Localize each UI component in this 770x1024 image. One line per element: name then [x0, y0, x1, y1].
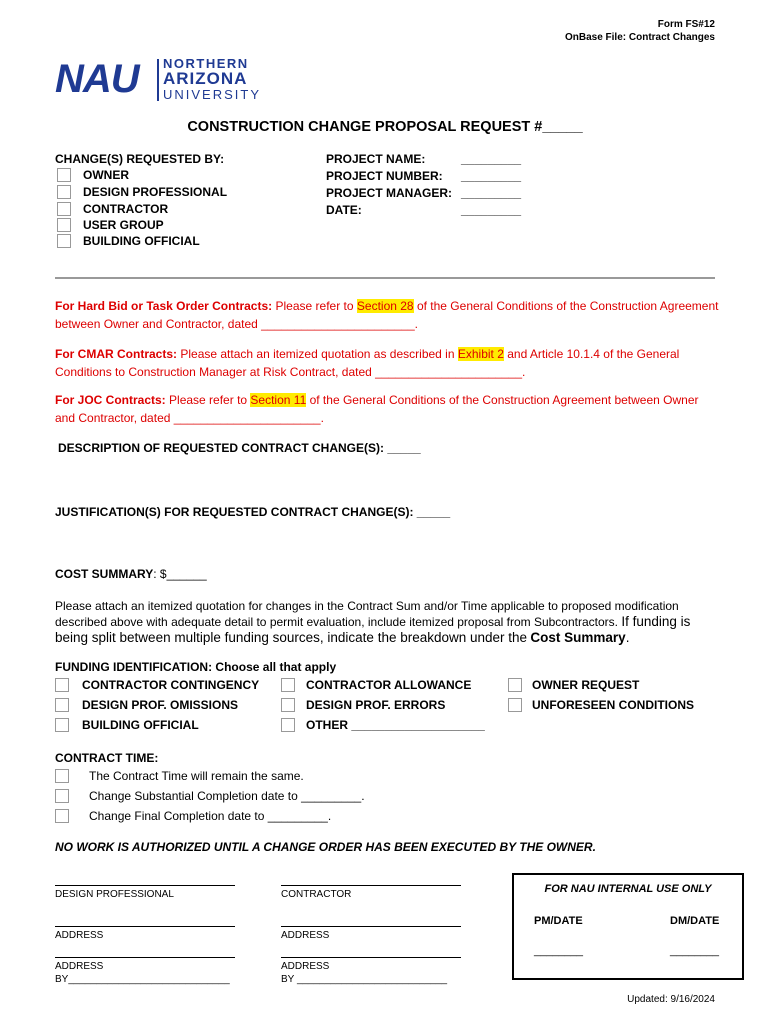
- checkbox-contractor-contingency[interactable]: [55, 678, 69, 692]
- project-manager-label: PROJECT MANAGER:: [326, 186, 453, 200]
- cost-summary-field[interactable]: : $______: [153, 567, 207, 581]
- justification-label: JUSTIFICATION(S) FOR REQUESTED CONTRACT CHANGE(S): _____: [55, 505, 451, 519]
- logo-university: UNIVERSITY: [163, 87, 262, 102]
- section-divider: [55, 277, 715, 279]
- option-building-official-funding: BUILDING OFFICIAL: [82, 718, 199, 732]
- instructions-part1: Please attach an itemized quotation for changes in the Contract Sum and/or Time applicable to proposed modification described above with adequate detail to permit evaluation, include itemized proposal from Subcontractors.: [55, 599, 679, 629]
- onbase-text: OnBase File: Contract Changes: [564, 32, 715, 43]
- instructions-part2: If funding is being split between multiple funding sources, indicate the breakdown under the: [55, 614, 691, 645]
- logo-mark: NAU: [55, 57, 139, 101]
- option-contractor: CONTRACTOR: [83, 202, 169, 216]
- sig-right-address-2[interactable]: ADDRESS: [281, 957, 461, 972]
- joc-label: For JOC Contracts:: [55, 393, 166, 407]
- option-unforeseen-conditions: UNFORESEEN CONDITIONS: [532, 698, 695, 712]
- funding-heading: FUNDING IDENTIFICATION: Choose all that apply: [55, 660, 337, 674]
- hard-bid-post: of the General Conditions of the Construction Agreement between Owner and Contractor, dated _______________________.: [55, 299, 719, 331]
- project-manager-field[interactable]: _________: [461, 186, 522, 200]
- description-label: DESCRIPTION OF REQUESTED CONTRACT CHANGE(S): _____: [58, 441, 421, 455]
- contract-time-options: [55, 768, 455, 828]
- instructions-part4: .: [625, 630, 630, 645]
- nau-logo: [55, 57, 270, 103]
- form-number: [565, 18, 715, 44]
- form-number-text: Form FS#12: [657, 19, 715, 30]
- internal-use-box: [512, 873, 744, 980]
- sig-design-professional[interactable]: DESIGN PROFESSIONAL: [55, 885, 235, 900]
- option-change-substantial: Change Substantial Completion date to _________.: [89, 789, 365, 803]
- checkbox-time-same[interactable]: [55, 769, 69, 783]
- changes-list: [57, 167, 257, 252]
- hard-bid-highlight: Section 28: [356, 299, 414, 313]
- cmar-highlight: Exhibit 2: [457, 347, 504, 361]
- date-field[interactable]: _________: [461, 203, 522, 217]
- checkbox-other[interactable]: [281, 718, 295, 732]
- checkbox-design-prof-omissions[interactable]: [55, 698, 69, 712]
- sig-contractor[interactable]: CONTRACTOR: [281, 885, 461, 900]
- hard-bid-paragraph: [55, 297, 720, 333]
- option-other: OTHER ____________________: [306, 718, 485, 732]
- logo-northern: NORTHERN: [163, 56, 249, 71]
- option-owner-request: OWNER REQUEST: [532, 678, 640, 692]
- checkbox-change-final[interactable]: [55, 809, 69, 823]
- funding-options: [55, 677, 735, 739]
- internal-use-heading: FOR NAU INTERNAL USE ONLY: [544, 883, 712, 895]
- checkbox-design-professional[interactable]: [57, 185, 71, 199]
- instructions-cost-summary: Cost Summary: [530, 630, 626, 645]
- checkbox-user-group[interactable]: [57, 218, 71, 232]
- option-change-final: Change Final Completion date to _________.: [89, 809, 332, 823]
- checkbox-unforeseen-conditions[interactable]: [508, 698, 522, 712]
- sig-left-address-2[interactable]: ADDRESS: [55, 957, 235, 972]
- joc-pre: Please refer to: [169, 393, 248, 407]
- sig-left-address-1[interactable]: ADDRESS: [55, 926, 235, 941]
- instructions-paragraph: [55, 598, 715, 646]
- option-design-professional: DESIGN PROFESSIONAL: [83, 185, 228, 199]
- checkbox-contractor-allowance[interactable]: [281, 678, 295, 692]
- sig-right-address-1[interactable]: ADDRESS: [281, 926, 461, 941]
- date-label: DATE:: [326, 203, 362, 217]
- checkbox-owner-request[interactable]: [508, 678, 522, 692]
- cmar-label: For CMAR Contracts:: [55, 347, 177, 361]
- project-info: [326, 151, 546, 221]
- hard-bid-pre: Please refer to: [275, 299, 354, 313]
- cmar-post: and Article 10.1.4 of the General Conditions to Construction Manager at Risk Contract, dated ______________________.: [55, 347, 680, 379]
- cost-summary: [55, 566, 207, 583]
- pm-date-field[interactable]: ________: [534, 945, 583, 957]
- project-number-field[interactable]: _________: [461, 169, 522, 183]
- cost-summary-label: COST SUMMARY: [55, 567, 154, 581]
- option-time-same: The Contract Time will remain the same.: [89, 769, 304, 783]
- contract-time-heading: CONTRACT TIME:: [55, 751, 159, 765]
- pm-date-label: PM/DATE: [534, 915, 583, 927]
- checkbox-owner[interactable]: [57, 168, 71, 182]
- logo-arizona: ARIZONA: [163, 69, 248, 88]
- project-name-field[interactable]: _________: [461, 152, 522, 166]
- option-design-prof-omissions: DESIGN PROF. OMISSIONS: [82, 698, 239, 712]
- dm-date-label: DM/DATE: [670, 915, 720, 927]
- checkbox-building-official[interactable]: [57, 234, 71, 248]
- checkbox-change-substantial[interactable]: [55, 789, 69, 803]
- cmar-paragraph: [55, 345, 720, 381]
- dm-date-field[interactable]: ________: [670, 945, 719, 957]
- changes-heading: CHANGE(S) REQUESTED BY:: [55, 152, 225, 166]
- option-owner: OWNER: [83, 168, 129, 182]
- option-contractor-contingency: CONTRACTOR CONTINGENCY: [82, 678, 260, 692]
- page-title: CONSTRUCTION CHANGE PROPOSAL REQUEST #_____: [187, 119, 583, 135]
- project-number-label: PROJECT NUMBER:: [326, 169, 443, 183]
- option-building-official: BUILDING OFFICIAL: [83, 234, 200, 248]
- authorization-warning: NO WORK IS AUTHORIZED UNTIL A CHANGE ORDER HAS BEEN EXECUTED BY THE OWNER.: [55, 840, 596, 854]
- joc-highlight: Section 11: [250, 393, 307, 407]
- joc-post: of the General Conditions of the Construction Agreement between Owner and Contractor, dated ______________________.: [55, 393, 699, 425]
- checkbox-design-prof-errors[interactable]: [281, 698, 295, 712]
- project-name-label: PROJECT NAME:: [326, 152, 426, 166]
- option-design-prof-errors: DESIGN PROF. ERRORS: [306, 698, 446, 712]
- option-user-group: USER GROUP: [83, 218, 164, 232]
- sig-right-by[interactable]: BY ___________________________: [281, 974, 448, 985]
- hard-bid-label: For Hard Bid or Task Order Contracts:: [55, 299, 273, 313]
- sig-left-by[interactable]: BY_____________________________: [55, 974, 230, 985]
- updated-date: Updated: 9/16/2024: [627, 994, 715, 1005]
- logo-divider: [157, 59, 159, 101]
- joc-paragraph: [55, 391, 720, 427]
- checkbox-building-official-funding[interactable]: [55, 718, 69, 732]
- checkbox-contractor[interactable]: [57, 202, 71, 216]
- cmar-pre: Please attach an itemized quotation as described in: [180, 347, 455, 361]
- option-contractor-allowance: CONTRACTOR ALLOWANCE: [306, 678, 472, 692]
